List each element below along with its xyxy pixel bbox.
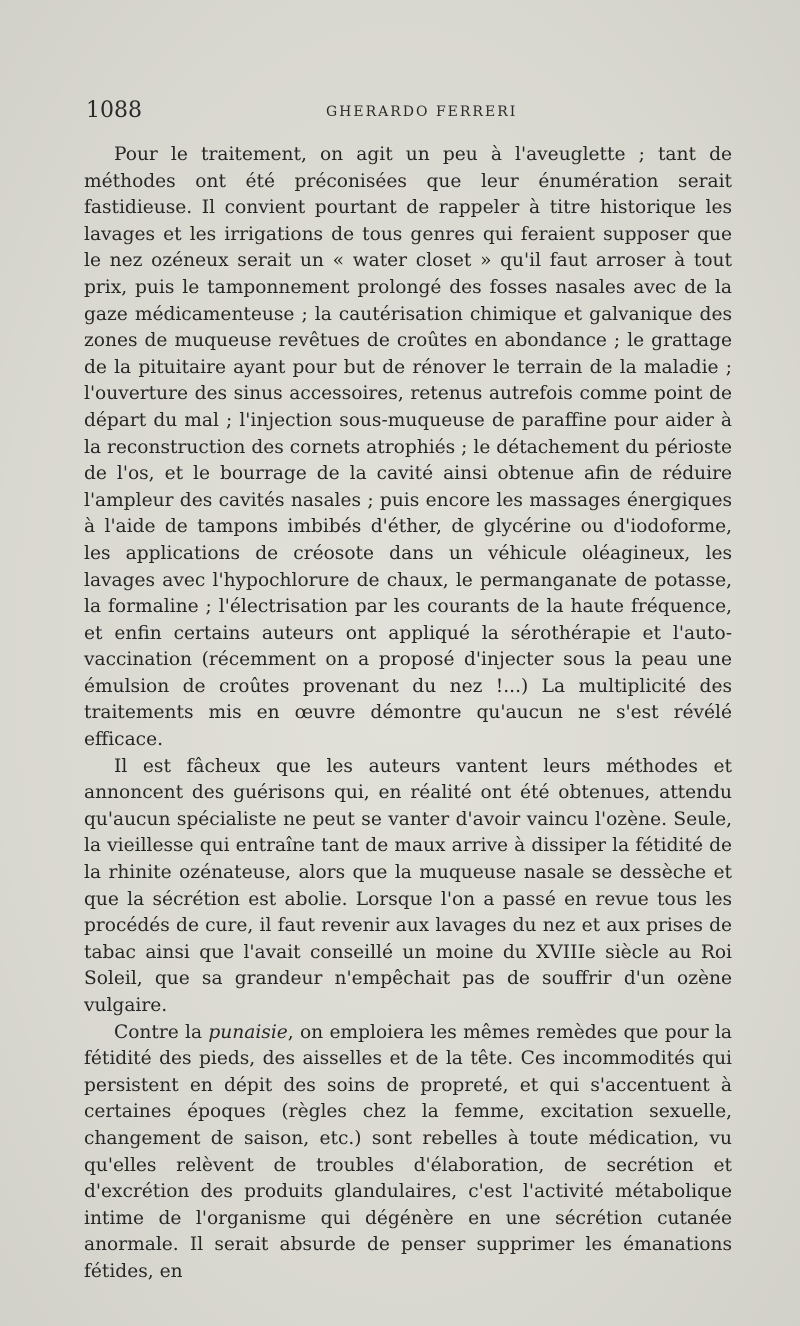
paragraph-treatments: Pour le traitement, on agit un peu à l'aveuglette ; tant de méthodes ont été préconisées que leur énumération serait fastidieuse. Il convient pourtant de rappeler à titre historique les lavages et les irrigations de tous genres qui feraient supposer que le nez ozéneux serait un « water closet » qu'il faut arroser à tout prix, puis le tamponnement prolongé des fosses nasales avec de la gaze médicamenteuse ; la cautérisation chimique et galvanique des zones de muqueuse revêtues de croûtes en abondance ; le grattage de la pituitaire ayant pour but de rénover le terrain de la maladie ; l'ouverture des sinus accessoires, retenus autrefois comme point de départ du mal ; l'injection sous-muqueuse de paraffine pour aider à la reconstruction des cornets atrophiés ; le détachement du périoste de l'os, et le bourrage de la cavité ainsi obtenue afin de réduire l'ampleur des cavités nasales ; puis encore les massages énergiques à l'aide de tampons imbibés d'éther, de glycérine ou d'iodoforme, les applications de créosote dans un véhicule oléagineux, les lavages avec l'hypochlorure de chaux, le permanganate de potasse, la formaline ; l'électrisation par les courants de la haute fréquence, et enfin certains auteurs ont appliqué la sérothérapie et l'auto-vaccination (récemment on a proposé d'injecter sous la peau une émulsion de croûtes provenant du nez !...) La multiplicité des traitements mis en œuvre démontre qu'aucun ne s'est révélé efficace. <box>84 144 732 751</box>
page-number: 1088 <box>86 98 142 123</box>
paragraph-punaisie-rest: , on emploiera les mêmes remèdes que pour la fétidité des pieds, des aisselles et de la tête. Ces incommodités qui persistent en dépit des soins de propreté, et qui s'accentuent à certaines époques (règles chez la femme, excitation sexuelle, changement de saison, etc.) sont rebelles à toute médication, vu qu'elles relèvent de troubles d'élaboration, de secrétion et d'excrétion des produits glandulaires, c'est l'activité métabolique intime de l'organisme qui dégénère en une sécrétion cutanée anormale. Il serait absurde de penser supprimer les émanations fétides, en <box>84 1021 732 1282</box>
paragraph-punaisie <box>84 1020 732 1286</box>
punaisie-term: punaisie <box>208 1021 288 1043</box>
running-head: GHERARDO FERRERI <box>326 104 518 120</box>
paragraph-cures: Il est fâcheux que les auteurs vantent leurs méthodes et annoncent des guérisons qui, en réalité ont été obtenues, attendu qu'aucun spécialiste ne peut se vanter d'avoir vaincu l'ozène. Seule, la vieillesse qui entraîne tant de maux arrive à dissiper la fétidité de la rhinite ozénateuse, alors que la muqueuse nasale se dessèche et que la sécrétion est abolie. Lorsque l'on a passé en revue tous les procédés de cure, il faut revenir aux lavages du nez et aux prises de tabac ainsi que l'avait conseillé un moine du XVIIIe siècle au Roi Soleil, que sa grandeur n'empêchait pas de souffrir d'un ozène vulgaire. <box>84 755 732 1016</box>
paragraph-punaisie-start: Contre la <box>114 1021 209 1043</box>
page-header <box>86 98 730 128</box>
body-text <box>84 142 732 1286</box>
